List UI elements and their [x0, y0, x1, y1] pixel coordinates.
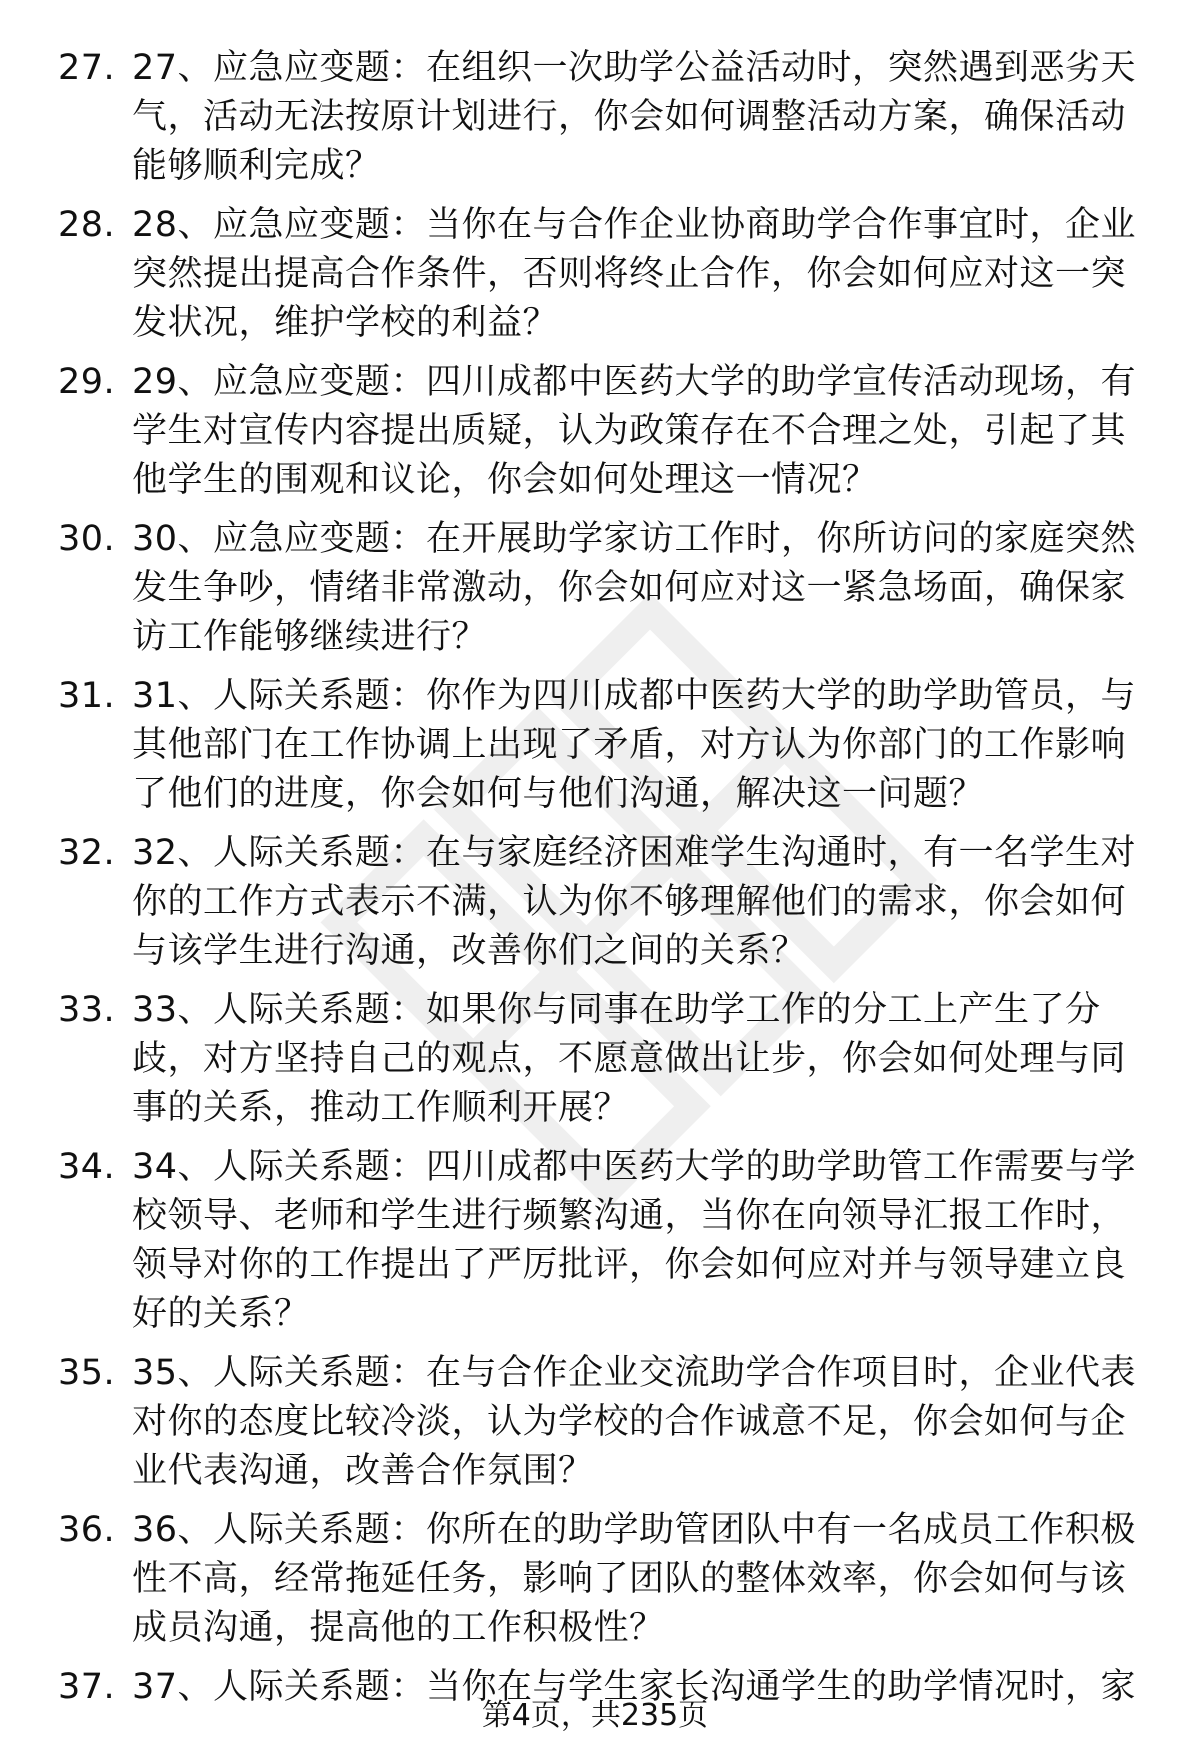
- question-text: 28、应急应变题：当你在与合作企业协商助学合作事宜时，企业突然提出提高合作条件，否则将终止合作，你会如何应对这一突发状况，维护学校的利益？: [132, 205, 1137, 343]
- question-text: 27、应急应变题：在组织一次助学公益活动时，突然遇到恶劣天气，活动无法按原计划进行，你会如何调整活动方案，确保活动能够顺利完成？: [132, 48, 1137, 186]
- question-item: [0, 829, 1190, 976]
- question-number: 37.: [58, 1667, 116, 1707]
- question-text: 31、人际关系题：你作为四川成都中医药大学的助学助管员，与其他部门在工作协调上出现了矛盾，对方认为你部门的工作影响了他们的进度，你会如何与他们沟通，解决这一问题？: [132, 676, 1137, 814]
- question-text: 32、人际关系题：在与家庭经济困难学生沟通时，有一名学生对你的工作方式表示不满，认为你不够理解他们的需求，你会如何与该学生进行沟通，改善你们之间的关系？: [132, 833, 1137, 971]
- question-text: 30、应急应变题：在开展助学家访工作时，你所访问的家庭突然发生争吵，情绪非常激动，你会如何应对这一紧急场面，确保家访工作能够继续进行？: [132, 519, 1137, 657]
- question-number: 34.: [58, 1147, 116, 1187]
- question-number: 28.: [58, 205, 116, 245]
- question-text: 34、人际关系题：四川成都中医药大学的助学助管工作需要与学校领导、老师和学生进行频繁沟通，当你在向领导汇报工作时，领导对你的工作提出了严厉批评，你会如何应对并与领导建立良好的关系？: [132, 1147, 1137, 1334]
- question-item: [0, 1349, 1190, 1496]
- question-number: 29.: [58, 362, 116, 402]
- question-text: 36、人际关系题：你所在的助学助管团队中有一名成员工作积极性不高，经常拖延任务，影响了团队的整体效率，你会如何与该成员沟通，提高他的工作积极性？: [132, 1510, 1137, 1648]
- question-text: 37、人际关系题：当你在与学生家长沟通学生的助学情况时，家: [132, 1667, 1137, 1707]
- question-number: 33.: [58, 990, 116, 1030]
- page-number-footer: 第4页，共235页: [481, 1698, 709, 1733]
- question-list: [0, 44, 1190, 1722]
- question-item: [0, 201, 1190, 348]
- question-item: [0, 515, 1190, 662]
- question-number: 32.: [58, 833, 116, 873]
- question-text: 33、人际关系题：如果你与同事在助学工作的分工上产生了分歧，对方坚持自己的观点，不愿意做出让步，你会如何处理与同事的关系，推动工作顺利开展？: [132, 990, 1127, 1128]
- question-text: 29、应急应变题：四川成都中医药大学的助学宣传活动现场，有学生对宣传内容提出质疑，认为政策存在不合理之处，引起了其他学生的围观和议论，你会如何处理这一情况？: [132, 362, 1137, 500]
- question-item: [0, 672, 1190, 819]
- question-number: 35.: [58, 1353, 116, 1393]
- question-text: 35、人际关系题：在与合作企业交流助学合作项目时，企业代表对你的态度比较冷淡，认为学校的合作诚意不足，你会如何与企业代表沟通，改善合作氛围？: [132, 1353, 1137, 1491]
- question-item: [0, 986, 1190, 1133]
- question-item: [0, 44, 1190, 191]
- question-number: 31.: [58, 676, 116, 716]
- question-number: 27.: [58, 48, 116, 88]
- question-item: [0, 358, 1190, 505]
- question-number: 36.: [58, 1510, 116, 1550]
- question-item: [0, 1506, 1190, 1653]
- question-item: [0, 1143, 1190, 1339]
- question-number: 30.: [58, 519, 116, 559]
